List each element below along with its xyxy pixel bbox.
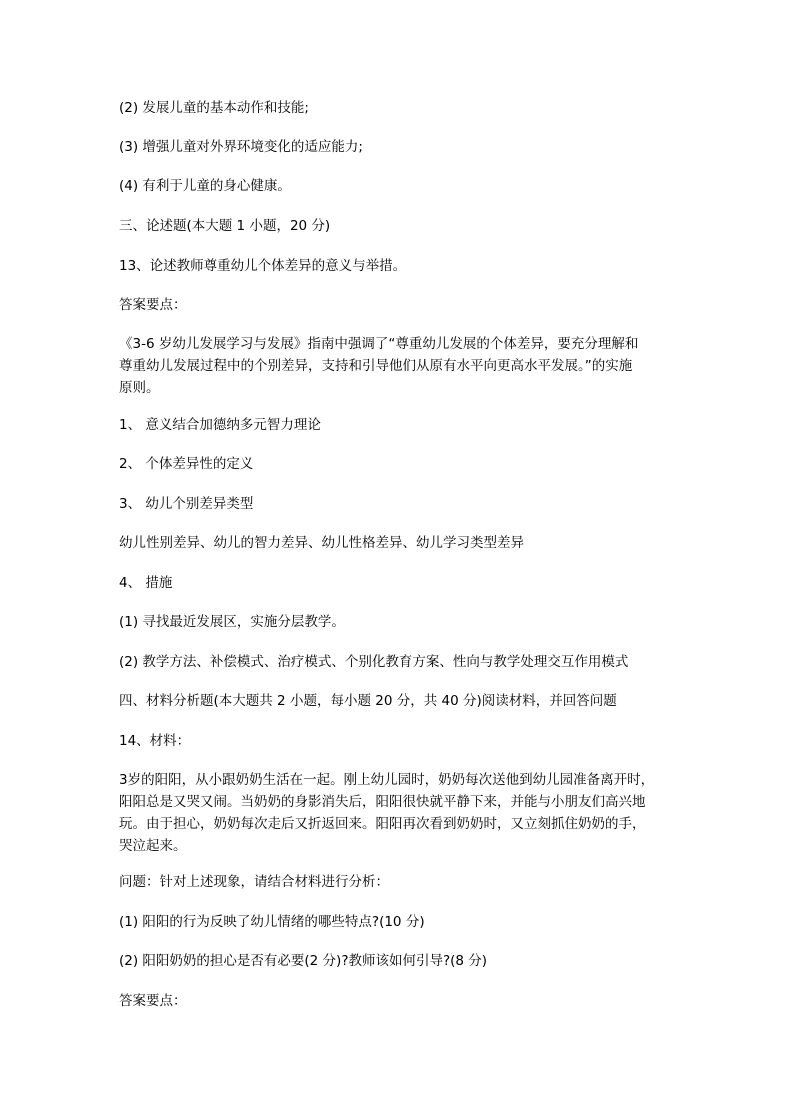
answer-item-4: (4) 有利于儿童的身心健康。 xyxy=(119,178,291,194)
sub-question-2: (2) 阳阳奶奶的担心是否有必要(2 分)?教师该如何引导?(8 分) xyxy=(119,953,488,969)
sub-question-1: (1) 阳阳的行为反映了幼儿情绪的哪些特点?(10 分) xyxy=(119,914,425,930)
point-3: 3、 幼儿个别差异类型 xyxy=(119,496,254,512)
point-1: 1、 意义结合加德纳多元智力理论 xyxy=(119,417,321,433)
difference-types: 幼儿性别差异、幼儿的智力差异、幼儿性格差异、幼儿学习类型差异 xyxy=(119,535,524,551)
answer-item-3: (3) 增强儿童对外界环境变化的适应能力; xyxy=(119,139,363,155)
answer-key-label-2: 答案要点： xyxy=(119,993,187,1009)
question-13: 13、论述教师尊重幼儿个体差异的意义与举措。 xyxy=(119,258,407,274)
question-14: 14、材料： xyxy=(119,733,191,749)
answer-key-label: 答案要点： xyxy=(119,297,187,313)
answer-item-2: (2) 发展儿童的基本动作和技能; xyxy=(119,100,309,116)
paragraph-line: 尊重幼儿发展过程中的个别差异，支持和引导他们从原有水平向更高水平发展。”的实施 xyxy=(119,358,633,374)
section-heading-essay: 三、论述题(本大题 1 小题，20 分) xyxy=(119,218,331,234)
section-heading-material: 四、材料分析题(本大题共 2 小题，每小题 20 分，共 40 分)阅读材料，并回答问题 xyxy=(119,693,617,709)
material-paragraph xyxy=(119,769,679,857)
measure-1: (1) 寻找最近发展区，实施分层教学。 xyxy=(119,614,345,630)
point-4: 4、 措施 xyxy=(119,575,173,591)
paragraph-line: 原则。 xyxy=(119,380,160,396)
paragraph-line: 阳阳总是又哭又闹。当奶奶的身影消失后，阳阳很快就平静下来，并能与小朋友们高兴地 xyxy=(119,794,646,810)
guideline-paragraph xyxy=(119,333,679,399)
question-prompt: 问题：针对上述现象，请结合材料进行分析： xyxy=(119,874,389,890)
measure-2: (2) 教学方法、补偿模式、治疗模式、个别化教育方案、性向与教学处理交互作用模式 xyxy=(119,654,629,670)
paragraph-line: 玩。由于担心，奶奶每次走后又折返回来。阳阳再次看到奶奶时，又立刻抓住奶奶的手， xyxy=(119,816,646,832)
paragraph-line: 《3-6 岁幼儿发展学习与发展》指南中强调了“尊重幼儿发展的个体差异，要充分理解和 xyxy=(119,336,639,352)
paragraph-line: 哭泣起来。 xyxy=(119,838,187,854)
paragraph-line: 3岁的阳阳，从小跟奶奶生活在一起。刚上幼儿园时，奶奶每次送他到幼儿园准备离开时， xyxy=(119,772,655,788)
point-2: 2、 个体差异性的定义 xyxy=(119,456,254,472)
